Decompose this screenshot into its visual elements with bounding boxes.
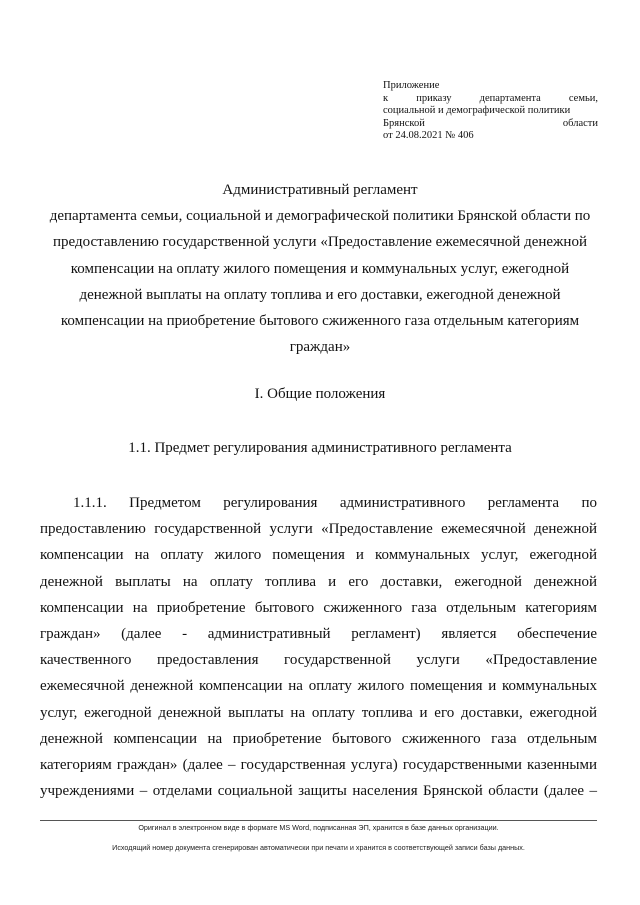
paragraph-line: денежной компенсации на приобретение бытового сжиженного газа отдельным [40,730,597,747]
subsection-heading: 1.1. Предмет регулирования административного регламента [128,440,512,456]
paragraph-line: категориям граждан» (далее – государственная услуга) государственными казенными [40,757,597,774]
paragraph-line: учреждениями – отделами социальной защиты населения Брянской области (далее – [40,783,597,800]
paragraph-line: компенсации на приобретение бытового сжиженного газа отдельным категориям [40,599,597,616]
paragraph-line: 1.1.1. Предметом регулирования административного регламента по [73,495,597,511]
body-paragraph [40,490,597,804]
title-line: Административный регламент [222,182,418,198]
footer-note-number: Исходящий номер документа сгенерирован автоматически при печати и хранится в соответствующей записи базы данных. [112,843,525,852]
title-line: граждан» [289,339,351,356]
paragraph-line: качественного предоставления государственной услуги «Предоставление [40,652,597,669]
title-line: департамента семьи, социальной и демографической политики Брянской области по [49,208,591,225]
title-line: компенсации на оплату жилого помещения и коммунальных услуг, ежегодной [70,260,570,277]
section-heading: I. Общие положения [254,386,386,402]
paragraph-line: услуг, ежегодной денежной выплаты на оплату топлива и его доставки, ежегодной [40,704,597,721]
document-title [40,177,600,360]
paragraph-line: предоставлению государственной услуги «Предоставление ежемесячной денежной [40,521,597,538]
footer-note-original: Оригинал в электронном виде в формате MS Word, подписанная ЭП, хранится в базе данных организации. [138,823,499,832]
paragraph-line: компенсации на оплату жилого помещения и коммунальных услуг, ежегодной [40,547,597,564]
appendix-label: Приложение [383,80,440,91]
appendix-order-line: к приказу департамента семьи, [383,92,598,104]
appendix-department-line: социальной и демографической политики [383,105,571,116]
footer-divider [40,820,597,821]
title-line: компенсации на приобретение бытового сжиженного газа отдельным категориям [60,313,580,330]
appendix-date-number: от 24.08.2021 № 406 [383,130,474,141]
appendix-region-line: Брянской области [383,117,598,129]
title-line: денежной выплаты на оплату топлива и его доставки, ежегодной денежной [79,286,561,303]
appendix-block [383,80,598,143]
paragraph-line: граждан» (далее - административный регламент) является обеспечение [40,626,597,643]
paragraph-line: денежной выплаты на оплату топлива и его доставки, ежегодной денежной [40,573,597,590]
title-line: предоставлению государственной услуги «Предоставление ежемесячной денежной [53,234,587,251]
paragraph-line: ежемесячной денежной компенсации на оплату жилого помещения и коммунальных [40,678,597,695]
